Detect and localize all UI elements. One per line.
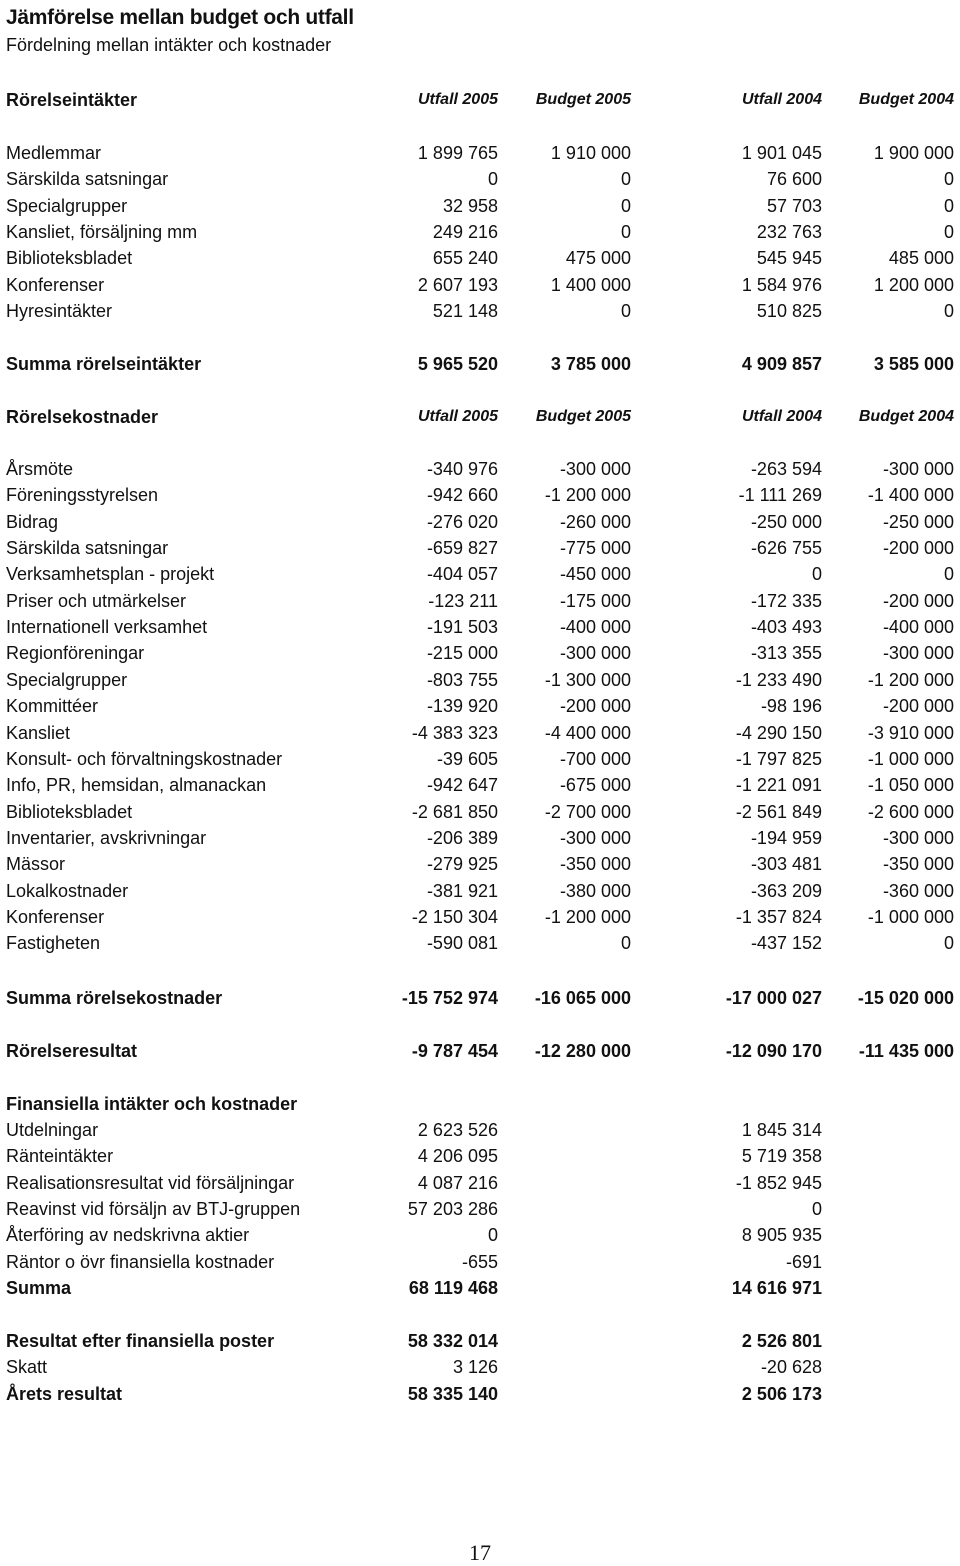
- value-cell: -300 000: [559, 459, 631, 479]
- page-title: Jämförelse mellan budget och utfall: [6, 6, 354, 29]
- row-label: Summa: [6, 1278, 72, 1298]
- value-cell: -279 925: [426, 854, 498, 875]
- row-label: Inventarier, avskrivningar: [6, 827, 207, 848]
- row-label: Konsult- och förvaltningskostnader: [6, 748, 283, 769]
- value-cell: -4 400 000: [544, 722, 631, 743]
- column-header: Utfall 2004: [741, 408, 822, 425]
- value-cell: -803 755: [426, 669, 498, 690]
- value-cell: -626 755: [750, 538, 822, 559]
- value-cell: -2 700 000: [544, 801, 631, 822]
- value-cell: 2 506 173: [741, 1383, 822, 1404]
- column-header: Budget 2004: [858, 408, 954, 425]
- value-cell: 0: [620, 169, 631, 190]
- value-cell: -400 000: [559, 617, 631, 638]
- value-cell: -206 389: [426, 827, 498, 848]
- value-cell: -1 200 000: [867, 669, 954, 690]
- value-cell: -191 503: [426, 617, 498, 638]
- value-cell: -313 355: [750, 643, 822, 664]
- row-label: Finansiella intäkter och kostnader: [6, 1094, 298, 1114]
- value-cell: 521 148: [432, 301, 498, 322]
- result-row: [0, 1328, 960, 1354]
- value-cell: 0: [943, 933, 954, 954]
- table-row: [0, 720, 960, 746]
- value-cell: -1 797 825: [735, 748, 822, 769]
- value-cell: -4 383 323: [411, 722, 498, 743]
- row-label: Särskilda satsningar: [6, 538, 169, 559]
- value-cell: -194 959: [750, 827, 822, 848]
- value-cell: -250 000: [750, 511, 822, 532]
- value-cell: 1 400 000: [550, 274, 631, 295]
- value-cell: -360 000: [882, 880, 954, 901]
- value-cell: 0: [620, 222, 631, 243]
- table-row: [0, 219, 960, 245]
- value-cell: -1 300 000: [544, 669, 631, 690]
- value-cell: -1 852 945: [735, 1172, 822, 1193]
- value-cell: -215 000: [426, 643, 498, 664]
- column-header: Budget 2004: [858, 91, 954, 108]
- table-row: [0, 640, 960, 666]
- table-row: [0, 272, 960, 298]
- value-cell: -1 000 000: [867, 748, 954, 769]
- row-label: Medlemmar: [6, 143, 102, 163]
- row-label: Årets resultat: [6, 1383, 123, 1404]
- value-cell: 2 607 193: [417, 274, 498, 295]
- row-label: Kansliet, försäljning mm: [6, 222, 198, 243]
- value-cell: -300 000: [882, 827, 954, 848]
- table-row: [0, 482, 960, 508]
- total-row-costs: [0, 985, 960, 1011]
- value-cell: -655: [461, 1251, 498, 1272]
- column-header: Utfall 2005: [417, 91, 498, 108]
- value-cell: 57 703: [766, 195, 822, 216]
- value-cell: -12 090 170: [725, 1041, 822, 1061]
- table-row: [0, 1196, 960, 1222]
- row-label: Rörelsekostnader: [6, 407, 159, 427]
- table-row: [0, 614, 960, 640]
- value-cell: 4 206 095: [417, 1146, 498, 1167]
- row-label: Realisationsresultat vid försäljningar: [6, 1172, 295, 1193]
- value-cell: -2 561 849: [735, 801, 822, 822]
- value-cell: 3 126: [452, 1357, 498, 1378]
- value-cell: -260 000: [559, 511, 631, 532]
- row-label: Fastigheten: [6, 933, 101, 954]
- row-label: Utdelningar: [6, 1120, 99, 1140]
- row-label: Hyresintäkter: [6, 301, 113, 322]
- value-cell: -1 221 091: [735, 775, 822, 796]
- table-row: [0, 667, 960, 693]
- row-label: Årsmöte: [6, 459, 74, 479]
- value-cell: -98 196: [760, 696, 822, 717]
- table-row: [0, 772, 960, 798]
- table-row: [0, 1249, 960, 1275]
- value-cell: -303 481: [750, 854, 822, 875]
- value-cell: 510 825: [756, 301, 822, 322]
- row-label: Återföring av nedskrivna aktier: [6, 1225, 250, 1246]
- value-cell: 2 526 801: [741, 1331, 822, 1351]
- table-row: [0, 693, 960, 719]
- table-row: [0, 456, 960, 482]
- value-cell: 545 945: [756, 248, 822, 269]
- value-cell: 0: [811, 1199, 822, 1220]
- value-cell: 0: [943, 564, 954, 585]
- row-label: Kansliet: [6, 722, 71, 743]
- value-cell: -2 681 850: [411, 801, 498, 822]
- value-cell: 475 000: [565, 248, 631, 269]
- table-row: [0, 930, 960, 956]
- row-label: Rörelseintäkter: [6, 90, 138, 110]
- value-cell: -380 000: [559, 880, 631, 901]
- value-cell: 5 965 520: [417, 354, 498, 374]
- section-header-costs: [0, 404, 960, 430]
- value-cell: -250 000: [882, 511, 954, 532]
- row-label: Särskilda satsningar: [6, 169, 169, 190]
- value-cell: 1 584 976: [741, 274, 822, 295]
- row-label: Konferenser: [6, 274, 105, 295]
- value-cell: -276 020: [426, 511, 498, 532]
- section-header-financial: [0, 1091, 960, 1117]
- value-cell: 0: [620, 933, 631, 954]
- table-row: [0, 535, 960, 561]
- value-cell: -39 605: [436, 748, 498, 769]
- page-subtitle: Fördelning mellan intäkter och kostnader: [6, 35, 332, 55]
- value-cell: -175 000: [559, 590, 631, 611]
- value-cell: -300 000: [559, 827, 631, 848]
- table-row: [0, 799, 960, 825]
- value-cell: 68 119 468: [408, 1278, 498, 1298]
- table-row: [0, 746, 960, 772]
- value-cell: 1 901 045: [741, 143, 822, 163]
- table-row: [0, 561, 960, 587]
- value-cell: -775 000: [559, 538, 631, 559]
- value-cell: -9 787 454: [411, 1041, 498, 1061]
- table-row: [0, 1170, 960, 1196]
- row-label: Kommittéer: [6, 696, 99, 717]
- value-cell: 0: [620, 301, 631, 322]
- table-row: [0, 298, 960, 324]
- value-cell: -450 000: [559, 564, 631, 585]
- value-cell: -2 150 304: [411, 906, 498, 927]
- value-cell: 0: [487, 1225, 498, 1246]
- row-label: Skatt: [6, 1357, 48, 1378]
- value-cell: -15 752 974: [401, 988, 498, 1008]
- value-cell: -942 647: [426, 775, 498, 796]
- value-cell: -942 660: [426, 485, 498, 506]
- column-header: Utfall 2004: [741, 91, 822, 108]
- section-header-income: [0, 87, 960, 113]
- row-label: Specialgrupper: [6, 195, 128, 216]
- table-row: [0, 140, 960, 166]
- value-cell: 5 719 358: [741, 1146, 822, 1167]
- row-label: Summa rörelsekostnader: [6, 988, 223, 1008]
- value-cell: -700 000: [559, 748, 631, 769]
- table-row: [0, 1143, 960, 1169]
- column-header: Budget 2005: [535, 91, 631, 108]
- row-label: Biblioteksbladet: [6, 248, 133, 269]
- value-cell: 249 216: [432, 222, 498, 243]
- value-cell: 1 899 765: [417, 143, 498, 163]
- value-cell: -16 065 000: [534, 988, 631, 1008]
- row-label: Bidrag: [6, 511, 59, 532]
- value-cell: 0: [943, 195, 954, 216]
- value-cell: 58 335 140: [407, 1383, 498, 1404]
- row-label: Summa rörelseintäkter: [6, 354, 202, 374]
- value-cell: 14 616 971: [731, 1278, 822, 1298]
- row-label: Resultat efter finansiella poster: [6, 1331, 275, 1351]
- row-label: Specialgrupper: [6, 669, 128, 690]
- value-cell: -1 050 000: [867, 775, 954, 796]
- value-cell: -200 000: [882, 538, 954, 559]
- value-cell: 57 203 286: [407, 1199, 498, 1220]
- row-label: Mässor: [6, 854, 66, 875]
- value-cell: -123 211: [428, 590, 498, 611]
- value-cell: -590 081: [426, 933, 498, 954]
- value-cell: -675 000: [559, 775, 631, 796]
- value-cell: 1 910 000: [550, 143, 631, 163]
- value-cell: 1 900 000: [873, 143, 954, 163]
- value-cell: -403 493: [750, 617, 822, 638]
- value-cell: -404 057: [426, 564, 498, 585]
- table-row: [0, 825, 960, 851]
- value-cell: -200 000: [882, 696, 954, 717]
- result-row: [0, 1381, 960, 1407]
- value-cell: -172 335: [750, 590, 822, 611]
- value-cell: 485 000: [888, 248, 954, 269]
- value-cell: 3 585 000: [873, 354, 954, 374]
- value-cell: -200 000: [882, 590, 954, 611]
- value-cell: 32 958: [442, 195, 498, 216]
- value-cell: 3 785 000: [550, 354, 631, 374]
- row-label: Biblioteksbladet: [6, 801, 133, 822]
- column-header: Budget 2005: [535, 408, 631, 425]
- table-row: [0, 166, 960, 192]
- value-cell: -381 921: [426, 880, 498, 901]
- value-cell: -139 920: [426, 696, 498, 717]
- value-cell: -1 357 824: [735, 906, 822, 927]
- value-cell: 58 332 014: [407, 1331, 498, 1351]
- value-cell: -350 000: [559, 854, 631, 875]
- value-cell: -1 233 490: [735, 669, 822, 690]
- value-cell: -2 600 000: [867, 801, 954, 822]
- value-cell: -659 827: [426, 538, 498, 559]
- row-label: Info, PR, hemsidan, almanackan: [6, 775, 267, 796]
- value-cell: 0: [811, 564, 822, 585]
- value-cell: 655 240: [432, 248, 498, 269]
- table-row: [0, 904, 960, 930]
- value-cell: 2 623 526: [417, 1120, 498, 1140]
- row-label: Föreningsstyrelsen: [6, 485, 159, 506]
- value-cell: -300 000: [882, 643, 954, 664]
- value-cell: -1 400 000: [867, 485, 954, 506]
- value-cell: -400 000: [882, 617, 954, 638]
- value-cell: -340 976: [426, 459, 498, 479]
- value-cell: -1 200 000: [544, 485, 631, 506]
- value-cell: 4 087 216: [417, 1172, 498, 1193]
- value-cell: -4 290 150: [735, 722, 822, 743]
- value-cell: -12 280 000: [534, 1041, 631, 1061]
- value-cell: -691: [785, 1251, 822, 1272]
- row-label: Priser och utmärkelser: [6, 590, 187, 611]
- row-label: Internationell verksamhet: [6, 617, 208, 638]
- row-label: Verksamhetsplan - projekt: [6, 564, 215, 585]
- value-cell: -15 020 000: [857, 988, 954, 1008]
- value-cell: -11 435 000: [858, 1041, 954, 1061]
- row-label: Regionföreningar: [6, 643, 145, 664]
- row-label: Lokalkostnader: [6, 880, 129, 901]
- value-cell: -200 000: [559, 696, 631, 717]
- table-row: [0, 245, 960, 271]
- value-cell: -350 000: [882, 854, 954, 875]
- value-cell: -300 000: [559, 643, 631, 664]
- row-label: Konferenser: [6, 906, 105, 927]
- value-cell: -17 000 027: [725, 988, 822, 1008]
- value-cell: -1 000 000: [867, 906, 954, 927]
- total-row-income: [0, 351, 960, 377]
- value-cell: 4 909 857: [741, 354, 822, 374]
- value-cell: -20 628: [760, 1357, 822, 1378]
- value-cell: 0: [620, 195, 631, 216]
- value-cell: -300 000: [882, 459, 954, 479]
- table-row: [0, 1222, 960, 1248]
- value-cell: 1 845 314: [741, 1120, 822, 1140]
- table-row: [0, 509, 960, 535]
- value-cell: 0: [943, 222, 954, 243]
- table-row: [0, 851, 960, 877]
- row-label: Räntor o övr finansiella kostnader: [6, 1251, 275, 1272]
- table-row: [0, 193, 960, 219]
- column-header: Utfall 2005: [417, 408, 498, 425]
- value-cell: 232 763: [756, 222, 822, 243]
- total-row-financial: [0, 1275, 960, 1301]
- row-label: Reavinst vid försäljn av BTJ-gruppen: [6, 1199, 301, 1220]
- operating-result-row: [0, 1038, 960, 1064]
- value-cell: -1 200 000: [544, 906, 631, 927]
- value-cell: 8 905 935: [741, 1225, 822, 1246]
- value-cell: 0: [943, 169, 954, 190]
- value-cell: 76 600: [766, 169, 822, 190]
- value-cell: -1 111 269: [738, 485, 822, 506]
- value-cell: 0: [487, 169, 498, 190]
- result-row: [0, 1354, 960, 1380]
- value-cell: -363 209: [750, 880, 822, 901]
- value-cell: -437 152: [750, 933, 822, 954]
- row-label: Ränteintäkter: [6, 1146, 114, 1167]
- table-row: [0, 1117, 960, 1143]
- page-number: 17: [469, 1540, 491, 1565]
- value-cell: 1 200 000: [873, 274, 954, 295]
- value-cell: -3 910 000: [867, 722, 954, 743]
- table-row: [0, 588, 960, 614]
- value-cell: 0: [943, 301, 954, 322]
- value-cell: -263 594: [750, 459, 822, 479]
- table-row: [0, 878, 960, 904]
- row-label: Rörelseresultat: [6, 1041, 138, 1061]
